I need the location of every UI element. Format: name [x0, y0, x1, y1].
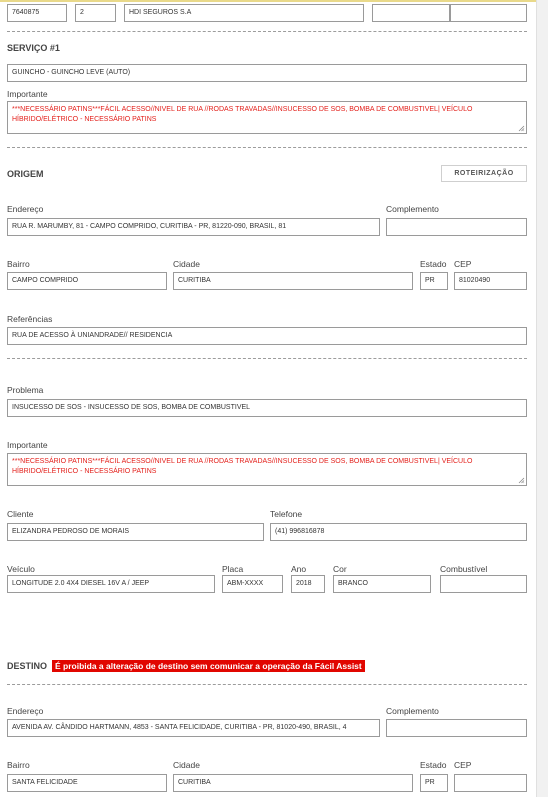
origin-neighborhood-field[interactable]: CAMPO COMPRIDO: [7, 272, 167, 290]
service-important-text: ***NECESSÁRIO PATINS***FÁCIL ACESSO//NIVEL DE RUA //RODAS TRAVADAS//INSUCESSO DE SOS, BOMBA DE COMBUSTIVEL| VEÍCULO HÍBRIDO/ELÉTRICO - NECESSÁRIO PATINS: [12, 106, 473, 123]
destination-state-label: Estado: [420, 760, 447, 770]
vehicle-field[interactable]: LONGITUDE 2.0 4X4 DIESEL 16V A / JEEP: [7, 575, 215, 593]
origin-neighborhood-label: Bairro: [7, 259, 30, 269]
fuel-label: Combustível: [440, 564, 488, 574]
divider: [7, 358, 527, 359]
service-field[interactable]: GUINCHO - GUINCHO LEVE (AUTO): [7, 64, 527, 82]
resize-grip-icon[interactable]: [518, 477, 525, 484]
client-field[interactable]: ELIZANDRA PEDROSO DE MORAIS: [7, 523, 264, 541]
divider: [7, 31, 527, 32]
divider: [7, 684, 527, 685]
divider: [7, 147, 527, 148]
destination-complement-field[interactable]: [386, 719, 527, 737]
insurer-field[interactable]: HDI SEGUROS S.A: [124, 4, 364, 22]
destination-city-field[interactable]: CURITIBA: [173, 774, 413, 792]
problem-important-text: ***NECESSÁRIO PATINS***FÁCIL ACESSO//NIVEL DE RUA //RODAS TRAVADAS//INSUCESSO DE SOS, BOMBA DE COMBUSTIVEL| VEÍCULO HÍBRIDO/ELÉTRICO - NECESSÁRIO PATINS: [12, 458, 473, 475]
header-field-5[interactable]: [450, 4, 527, 22]
problem-label: Problema: [7, 385, 44, 395]
destination-neighborhood-field[interactable]: SANTA FELICIDADE: [7, 774, 167, 792]
destination-neighborhood-label: Bairro: [7, 760, 30, 770]
sequence-field[interactable]: 2: [75, 4, 116, 22]
claim-number-field[interactable]: 7640875: [7, 4, 67, 22]
origin-section-title: ORIGEM: [7, 169, 44, 179]
origin-references-label: Referências: [7, 314, 53, 324]
header-field-4[interactable]: [372, 4, 450, 22]
origin-address-label: Endereço: [7, 204, 44, 214]
resize-grip-icon[interactable]: [518, 125, 525, 132]
origin-zip-label: CEP: [454, 259, 472, 269]
destination-city-label: Cidade: [173, 760, 200, 770]
plate-label: Placa: [222, 564, 244, 574]
destination-section-title: DESTINO: [7, 661, 48, 671]
destination-address-field[interactable]: AVENIDA AV. CÂNDIDO HARTMANN, 4853 - SANTA FELICIDADE, CURITIBA - PR, 81020-490, BRASIL, 4: [7, 719, 380, 737]
origin-city-field[interactable]: CURITIBA: [173, 272, 413, 290]
problem-important-label: Importante: [7, 440, 48, 450]
client-label: Cliente: [7, 509, 34, 519]
origin-zip-field[interactable]: 81020490: [454, 272, 527, 290]
destination-zip-field[interactable]: [454, 774, 527, 792]
origin-state-field[interactable]: PR: [420, 272, 448, 290]
phone-label: Telefone: [270, 509, 303, 519]
route-button[interactable]: ROTEIRIZAÇÃO: [441, 165, 527, 182]
plate-field[interactable]: ABM-XXXX: [222, 575, 283, 593]
problem-field[interactable]: INSUCESSO DE SOS - INSUCESSO DE SOS, BOMBA DE COMBUSTIVEL: [7, 399, 527, 417]
origin-complement-label: Complemento: [386, 204, 439, 214]
year-field[interactable]: 2018: [291, 575, 325, 593]
service-important-label: Importante: [7, 89, 48, 99]
origin-complement-field[interactable]: [386, 218, 527, 236]
destination-complement-label: Complemento: [386, 706, 439, 716]
destination-state-field[interactable]: PR: [420, 774, 448, 792]
color-label: Cor: [333, 564, 347, 574]
origin-references-field[interactable]: RUA DE ACESSO À UNIANDRADE// RESIDENCIA: [7, 327, 527, 345]
problem-important-textarea[interactable]: [7, 453, 527, 486]
origin-address-field[interactable]: RUA R. MARUMBY, 81 - CAMPO COMPRIDO, CURITIBA - PR, 81220-090, BRASIL, 81: [7, 218, 380, 236]
origin-city-label: Cidade: [173, 259, 200, 269]
vehicle-label: Veículo: [7, 564, 35, 574]
service-important-textarea[interactable]: [7, 101, 527, 134]
color-field[interactable]: BRANCO: [333, 575, 431, 593]
year-label: Ano: [291, 564, 307, 574]
destination-zip-label: CEP: [454, 760, 472, 770]
fuel-field[interactable]: [440, 575, 527, 593]
destination-address-label: Endereço: [7, 706, 44, 716]
page-scrollbar[interactable]: [536, 0, 548, 797]
top-accent-line: [0, 0, 548, 2]
phone-field[interactable]: (41) 996816878: [270, 523, 527, 541]
origin-state-label: Estado: [420, 259, 447, 269]
service-section-title: SERVIÇO #1: [7, 43, 60, 53]
destination-warning-badge: É proibida a alteração de destino sem comunicar a operação da Fácil Assist: [52, 660, 365, 672]
